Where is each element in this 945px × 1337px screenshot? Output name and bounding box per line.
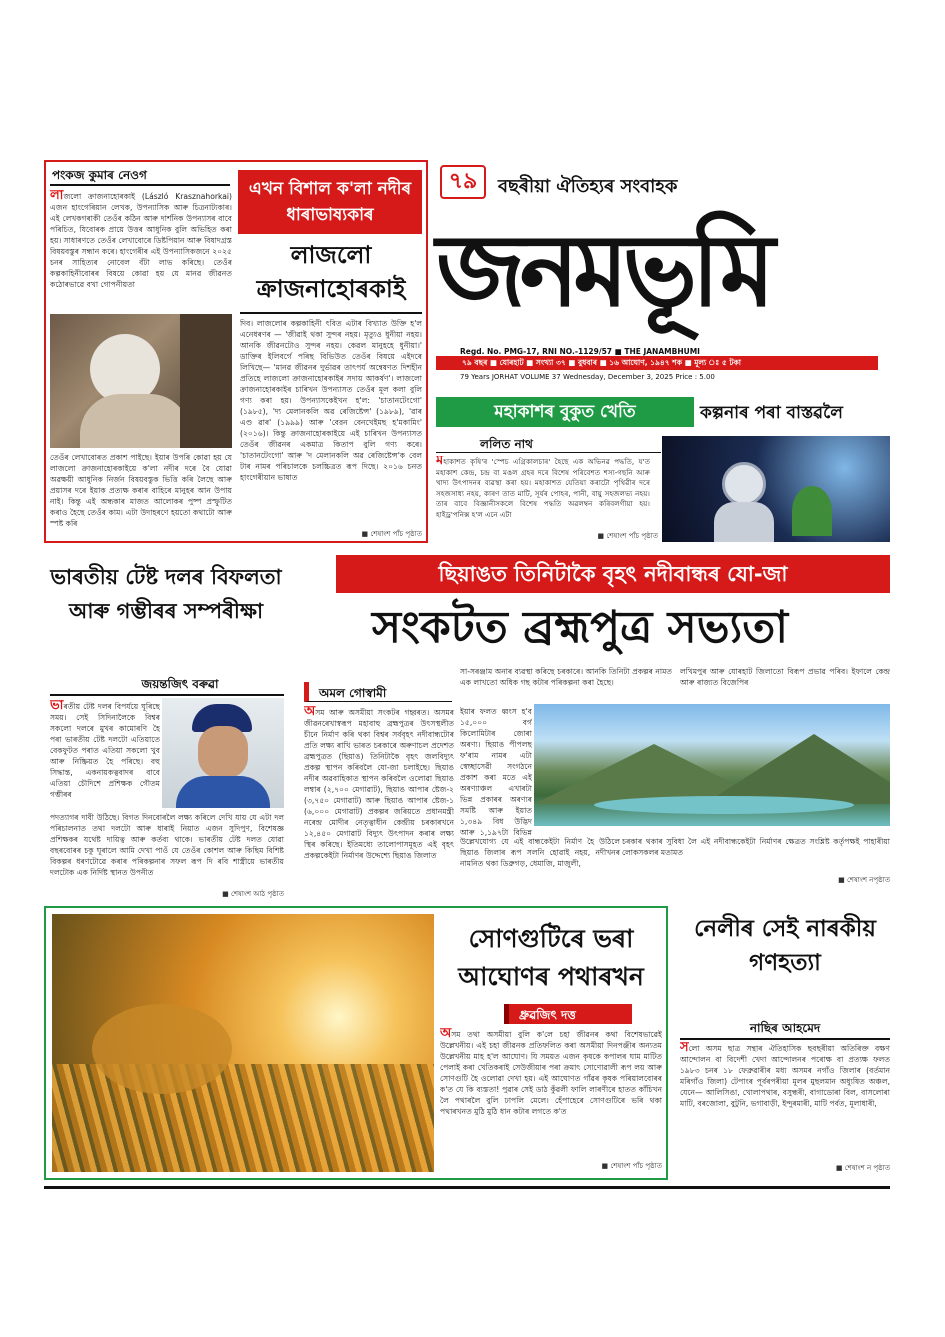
space-kicker: মহাকাশৰ বুকুত খেতি: [494, 402, 636, 422]
headline-rule: [240, 312, 422, 314]
cricket-lead: ভাৰতীয় টেষ্ট দলৰ বিপৰ্যয়ে ঘূৰিছে সময়। সেই সিদিনালৈকে বিশ্বৰ সকলো দলৰে মুখৰ কামোৰণি হৈ পৰা ভাৰতীয় টেষ্ট দলটো এতিয়াতে বেকফুটত পৰাত এতিয়া সকলো খুব আৰু নিষ্ক্ৰিয়ত হৈ পৰিছে। বহু সিদ্ধান্ত, একনায়কত্ববাদৰ বাবে এতিয়া চৌদিশে প্ৰশিক্ষক গৌতম গম্ভীৰৰ: [50, 700, 160, 799]
drop-cap: লা: [50, 190, 64, 203]
cricket-drop-cap: ভা: [50, 700, 64, 713]
paddy-text: অসম তথা অসমীয়া বুলি ক'লে চহা জীৱনৰ কথা বিশেষভাৱেই উল্লেখনীয়। এই চহা জীৱনক প্ৰতিফলিত কৰা অসমীয়া দিনপঞ্জীৰ অন্যতম উল্লেখনীয় মাহ হ'ল আঘোণ। যি সময়ত এজন কৃষকে কপালৰ ঘাম মাটিত পেলাই কৰা খেতিকৰাই সেউজীয়াৰ পৰা ক্ৰমাৎ সোণোৱালী ৰূপ লয় আৰু সোণগুটি হৈ ওলোৱা দেখা হয়। এই আঘোণত গাঁৱৰ কৃষক পৰিয়ালবোৰৰ ক'ত যে কি ব্যস্ততা! পুৱাৰ সেই ডাঠ কুঁৱলী ফালি লাৰণীৰে হাতত কাঁচিখন লৈ পথাৰলৈ বুলি ঢাপলি মেলে। হেঁপাহেৰে সোণগুটিৰে ভৰি থকা পথাৰখনত মুঠি মুঠি ধান কটাৰ লগতে ক'ত: [440, 1028, 662, 1116]
brahmaputra-col3-bottom: চৰকাৰ থকাৰ সুবিধা লৈ এই নদীবান্ধকেইটা নিৰ্মাণৰ ক্ষেত্ৰত সংশ্লিষ্ট কৰ্তৃপক্ষই পাহাৰীয়া লোকসকলৰ মতামত: [622, 837, 890, 857]
nellie-author-rule: [680, 1038, 890, 1040]
cricket-author-rule: [50, 694, 284, 696]
brahmaputra-continued: ■ শেষাংশ নপৃষ্ঠাত: [838, 876, 890, 884]
masthead-regd: Regd. No. PMG-17, RNI NO.-1129/57 ■ THE JANAMBHUMI: [460, 347, 700, 356]
nellie-continued: ■ শেষাংশ ন পৃষ্ঠাত: [835, 1164, 890, 1172]
masthead-info-assamese: ৭৯ বছৰ ■ যোৰহাট ■ সংখ্যা ৩৭ ■ বুধবাৰ ■ ১৬ আঘোণ, ১৯৪৭ শক ■ মূল্য ঃ ৫ টকা: [462, 358, 741, 367]
brahmaputra-author: অমল গোস্বামী: [319, 686, 387, 700]
brahmaputra-kicker: ছিয়াঙত তিনিটাকৈ বৃহৎ নদীবান্ধৰ যো-জা: [438, 562, 788, 586]
brahmaputra-valley-photo: [534, 704, 890, 826]
author-krasznahorkai: পংকজ কুমাৰ নেওগ: [52, 168, 147, 182]
masthead-tagline: বছৰীয়া ঐতিহ্যৰ সংবাহক: [498, 176, 678, 197]
brahmaputra-col2-bottom: উল্লেখযোগ্য যে এই বান্ধকেইটা নিৰ্মাণ হৈ উঠিলে ছিয়াঙ জিলাৰ ৰূপ সলনি হোৱাই নহয়, নদীখনৰ নামনিত থকা ডিব্ৰুগড়, ধেমাজি, মাজুলী,: [460, 837, 620, 868]
paddy-author: ধ্ৰুৱজিৎ দত্ত: [519, 1008, 576, 1022]
cricket-headline: ভাৰতীয় টেষ্ট দলৰ বিফলতা আৰু গম্ভীৰৰ সম্পৰীক্ষা: [50, 565, 282, 623]
masthead-info-english: 79 Years JORHAT VOLUME 37 Wednesday, December 3, 2025 Price : 5.00: [460, 373, 715, 381]
masthead-info-bar: [436, 356, 878, 370]
astronaut-photo: [662, 436, 890, 542]
author-underline: [50, 184, 230, 186]
krasznahorkai-kicker-box: [238, 170, 422, 234]
nellie-author: নাছিৰ আহমেদ: [749, 1021, 821, 1035]
space-author-rule: [436, 452, 661, 453]
krasznahorkai-continued: ■ শেষাংশ পাঁচ পৃষ্ঠাত: [361, 530, 422, 538]
krasznahorkai-lead: লাজলো ক্ৰাজনাহোৰকাই (László Krasznahorkai) এজন হাংগেৰিয়ান লেখক, উপন্যাসিক আৰু চিত্ৰনাট্যকাৰ। এই লেখকগৰাকী তেওঁৰ কঠিন আৰু দাৰ্শনিক উপন্যাসৰ বাবে পৰিচিত, যিবোৰক প্ৰায়ে উত্তৰ আধুনিক বুলি অভিহিত কৰা হয়। সাধাৰণতে তেওঁৰ লেখাবোৰে ডিষ্টপিয়ান আৰু বিষাদগ্ৰস্ত বিষয়বস্তুৰ সন্ধান কৰে। হাংগেৰীৰ এই উপন্যাসিকজনে ২০২৫ চনৰ সাহিত্যৰ নোবেল বঁটা লাভ কৰিছে। তেওঁৰ কল্পকাহিনীবোৰৰ বিষয়ে কোৱা হয় যে মানৱ জীৱনত কঠোৰভাৱে বখা গোপনীয়তা: [50, 190, 232, 289]
space-text: মহাকাশত কৃষি'ৰ 'স্পেচ এগ্ৰিকালচাৰ' হৈছে এক অভিনৱ পদ্ধতি, য'ত মহাকাশ কেন্দ্ৰ, চন্দ্ৰ বা মঙল গ্ৰহৰ দৰে বিশেষ পৰিবেশত শস্য-গছনি আৰু খাদ্য উৎপাদনৰ ব্যৱস্থা কৰা হয়। মহাকাশত যেতিয়া কৰাটো পৃথিৱীৰ দৰে সহজসাধ্য নহয়, কাৰণ তাত মাটি, সূৰ্যৰ পোহৰ, পানী, বায়ু সহজলভ্য নহয়। তাৰ বাবে বিজ্ঞানীসকলে বিশেষ পদ্ধতি অৱলম্বন কৰিবলগীয়া হয়। হাইড্ৰ'পনিক্স হ'ল এনে এটা: [436, 456, 650, 532]
brahmaputra-col1: অসম আৰু অসমীয়া সংকটৰ গহ্বৰত। অসমৰ জীৱনৰেখাস্বৰূপ মহাবাহু ব্ৰহ্মপুত্ৰৰ উৎসস্থলীত চীনে নিৰ্মাণ কৰি থকা বিশ্বৰ সৰ্ববৃহৎ নদীবান্ধটোৰ প্ৰতি লক্ষ্য ৰাখি ভাৰত চৰকাৰে অৰুণাচল প্ৰদেশত ব্ৰহ্মপুত্ৰত (ছিয়াঙ) তিনিটাকৈ বৃহৎ জলবিদ্যুৎ প্ৰকল্প স্থাপন কৰিবলৈ যো-জা চলাইছে। ছিয়াঙ নদীৰ অৱবাহিকাত স্থাপন কৰিবলৈ ওলোৱা ছিয়াঙ লম্বাৰ (২,৭০০ মেগাৱাট), ছিয়াঙ আপাৰ ষ্টেজ-২ (৩,৭৫০ মেগাৱাট) আৰু ছিয়াঙ আপাৰ ষ্টেজ-১ (৬,০০০ মেগাৱাট) প্ৰকল্পৰ জৰিয়তে প্ৰধানমন্ত্ৰী নৰেন্দ্ৰ মোদীৰ নেতৃত্বাধীন কেন্দ্ৰীয় চৰকাৰখনে ১২,৪৫০ মেগাৱাট বিদ্যুৎ উৎপাদন কৰাৰ লক্ষ্য স্থিৰ কৰিছে। ইতিমধ্যে তালোপাসমূহত এই বৃহৎ প্ৰকল্পকেইটা নিৰ্মাণৰ উদ্দেশ্যে ছিয়াঙ জিলাত: [304, 706, 454, 860]
krasznahorkai-headline: লাজলো ক্ৰাজনাহোৰকাই: [256, 241, 406, 303]
space-headline: কল্পনাৰ পৰা বাস্তৱলৈ: [700, 403, 843, 423]
cricket-continued: ■ শেষাংশ আঠ পৃষ্ঠাত: [222, 890, 284, 898]
brahmaputra-col2: ইয়াৰ ফলত ধ্বংস হ'ব ১৫,০০০ বৰ্গ কিলোমিটাৰ জোৰা অৰণ্য। ছিয়াঙ পীপলছ ফ'ৰাম নামৰ এটা স্বেচ্ছাসেৱী সংগঠনে প্ৰকাশ কৰা মতে এই অৰণ্যাঞ্চল এখাৰটা ভিন্ন প্ৰকাৰৰ অৰণ্যৰ সমষ্টি আৰু ইয়াত ১,৩৪৯ বিধ উদ্ভিদ আৰু ১,১৯৭টা বিভিন্ন: [460, 707, 532, 836]
space-continued: ■ শেষাংশ পাঁচ পৃষ্ঠাত: [597, 532, 658, 540]
paddy-photo: [52, 914, 434, 1172]
brahmaputra-drop-cap: অ: [304, 706, 316, 719]
paddy-author-box: [504, 1004, 632, 1024]
gambhir-photo: [162, 698, 284, 808]
nellie-drop-cap: স: [680, 1042, 689, 1055]
brahmaputra-headline: সংকটত ব্ৰহ্মপুত্ৰ সভ্যতা: [371, 602, 789, 653]
paddy-continued: ■ শেষাংশ পাঁচ পৃষ্ঠাত: [601, 1162, 662, 1170]
krasznahorkai-tail: তেওঁৰ লেখাবোৰত প্ৰকাশ পাইছে। ইয়াৰ উপৰি কোৱা হয় যে লাজলো ক্ৰাজনাহোৰকাইয়ে ক'লা নদীৰ দৰে বৈ যোৱা অৱক্ষয়ী আধুনিক নিৰ্জন বিষয়বস্তুক ভিত্তি কৰি লৈছে আৰু প্ৰয়াসৰ দৰে ইয়াক প্ৰত্যক্ষ কৰাৰ বাহিৰে মানুহৰ আন উপায় নাই। কিন্তু এই অন্ধকাৰ মাজত আলোকৰ পুষ্প প্ৰস্ফুটিত কৰাও হৈছে তেওঁৰ কাম। এটা উদাহৰণে হয়তো কথাটো আৰু স্পষ্ট কৰি: [50, 453, 232, 528]
space-drop-cap: ম: [436, 456, 444, 468]
brahmaputra-author-box: [304, 682, 452, 702]
brahmaputra-kicker-box: [336, 555, 890, 593]
paddy-headline: সোণগুটিৰে ভৰা আঘোণৰ পথাৰখন: [458, 924, 644, 991]
krasznahorkai-col2: দিব। লাজলোৰ কল্পকাহিনী ৎবিত এটাৰ বিখ্যাত উক্তি হ'ল এনেধৰণৰ — 'জীৱাই থকা সুন্দৰ নহয়। মৃত্যুও ধুনীয়া নহয়। আনকি জীৱনটোও সুন্দৰ নহয়। কেৱল মানুহহে ধুনীয়া।' ডাক্তিৰ ইলিবৰ্গে পৰিছ বিভিউত তেওঁৰ বিষয়ে এইদৰে লিখিছে— 'মানৱ জীৱনৰ দুৰ্ভাৱৰ তাৎপৰ্য অন্বেষণত দিশহীন প্ৰতিহে লাজলো ক্ৰাজনাহোৰকাইৰ সদায় আকৰ্ষণ'। লাজলো ক্ৰাজনাহোৰকাইৰ চাৰিখন উপন্যাসত তেওঁৰ মূল কলা বুলি গণ্য কৰা হয়। উপন্যাসকেইখন হ'ল: 'চাতানটেংগো' (১৯৮৫), 'দ্য মেলানকলি অৱ ৰেজিষ্টেন্স' (১৯৮৯), 'ৱাৰ এণ্ড ৱাৰ' (১৯৯৯) আৰু 'বেরন বেনখেইমছ হ'মকামিং' (২০১৬)। কিন্তু ক্ৰাজনাহোৰকাইয়ে এই চাৰিখন উপন্যাসত তেওঁৰ জীৱনৰ একমাত্ৰ কিতাপ বুলি গণ্য কৰে। 'চাতানটেংগো' আৰু 'দ মেলানকলি অৱ ৰেজিষ্টেন্স'ক বেল টাৰ নামৰ পৰিচালকে চলচ্চিত্ৰত ৰূপ দিছে। ২০১৬ চনত হাংগেৰীয়ান ভাষাত: [240, 319, 422, 482]
space-kicker-box: [436, 397, 694, 427]
space-author: ললিত নাথ: [480, 437, 533, 451]
paddy-drop-cap: অ: [440, 1028, 452, 1041]
krasznahorkai-photo: [50, 314, 232, 448]
brahmaputra-col3-top: লখিমপুৰ আৰু যোৰহাট জিলাতো বিৰূপ প্ৰভাৱ পৰিব। ইফালে কেন্দ্ৰ আৰু ৰাজ্যত বিজেপিৰ: [680, 667, 890, 687]
krasznahorkai-kicker: এখন বিশাল ক'লা নদীৰ ধাৰাভাষ্যকাৰ: [248, 179, 412, 225]
page-bottom-rule: [44, 1186, 890, 1189]
cricket-text: পদত্যাগৰ দাবী উঠিছে। বিগত দিনবোৰলৈ লক্ষ্য কৰিলে দেখি যায় যে এটা দল পৰিচালনাত তথা দলটো আৰু ধাৰাই নিয়াত এজন সুদিপুণ, বিশেষজ্ঞ প্ৰশিক্ষকৰ যথেষ্ট দায়িত্ব আৰু কৰ্তব্য থাকে। ভাৰতীয় টেষ্ট দলত যোৱা বছৰবোৰৰ চকু ঘূৰালে আমি দেখা পাওঁ যে তেওঁৰ কোশল আৰু কিছিম বিশিষ্ট বিকল্পৰ ধৰণটোৱে কৰাৰ পৰিকল্পনাৰ সফল ৰূপ দি ৰবি শাস্ত্ৰীয়ে ভাৰতীয় দলটোক এক নিৰ্দিষ্ট স্থানত উপনীত: [50, 813, 284, 877]
masthead-title: জনমভূমি: [436, 211, 770, 329]
badge-79: ৭৯: [440, 165, 486, 199]
nellie-headline: নেলীৰ সেই নাৰকীয় গণহত্যা: [694, 916, 876, 976]
nellie-text: সলো অসম ছাত্ৰ সন্থাৰ ঐতিহাসিক ছবছৰীয়া অতিৰিক্ত বক্ষণ আন্দোলন বা বিদেশী খেদা আন্দোলনৰ পৰোক্ষ বা প্ৰত্যক্ষ ফলত ১৯৮৩ চনৰ ১৮ ফেব্ৰুৱাৰীৰ মধ্য অসমৰ নগাঁও জিলাৰ (বৰ্তমান মৰিগাঁও জিলা) টেপাংৰ পূৰ্বৰপৰীয়া মূলৰ মুছলমান অধ্যুষিত অঞ্চল, যেনে— আলিসিঙা, খোলাপথাৰ, বসুন্ধৰী, বাগাডোৰা বিল, বাসলোৰা মাটি, বৰজোলা, বুটুনি, ভগাবাড়ী, ইন্দুৰমাৰী, মাটি পৰ্বত, মূলাধাৰী,: [680, 1042, 890, 1108]
brahmaputra-col2-top: সা-সৰঞ্জাম অনাৰ ব্যৱস্থা কৰিছে চৰকাৰে। আনকি তিনিটা প্ৰকল্পৰ নামত এক লাখতো অধিক গছ কটাৰ পৰিকল্পনা কৰা হৈছে।: [460, 667, 672, 687]
cricket-author: জয়ন্তজিৎ বৰুৱা: [141, 677, 219, 691]
